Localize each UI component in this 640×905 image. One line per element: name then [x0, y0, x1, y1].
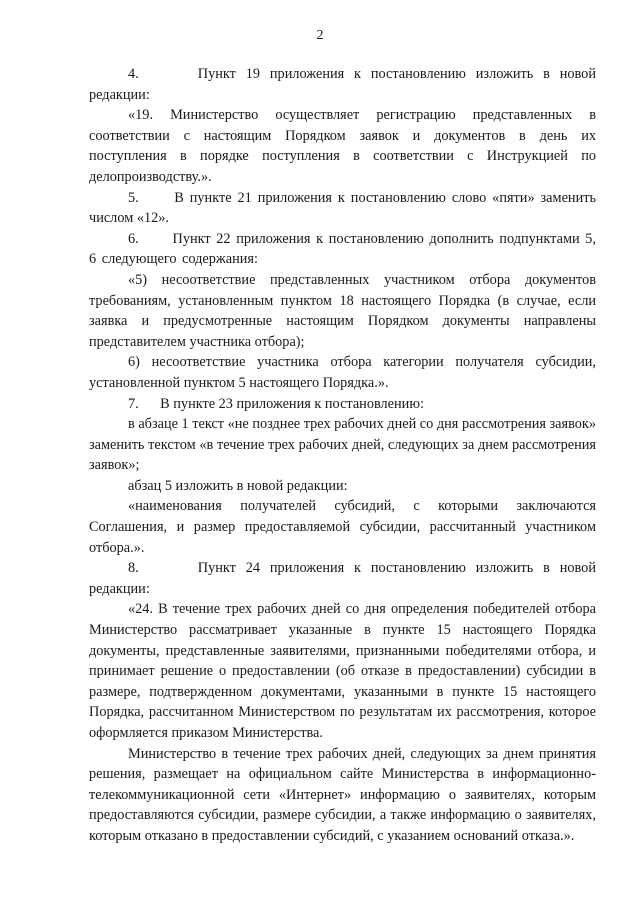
paragraph-item-5: 5. В пункте 21 приложения к постановлению слово «пяти» заменить числом «12».: [89, 189, 596, 227]
paragraph-item-24-publication: Министерство в течение трех рабочих дней, следующих за днем принятия решения, размещает на официальном сайте Министерства в информационно-телекоммуникационной сети «Интернет» информацию о заявителях, которым предоставляются субсидии, размере субсидии, а также информацию о заявителях, которым отказано в предоставлении субсидий, с указанием оснований отказа.».: [89, 745, 596, 844]
page-number: 2: [316, 28, 324, 43]
document-body: [89, 64, 596, 847]
paragraph-item-19-text: «19. Министерство осуществляет регистрацию представленных в соответствии с настоящим Порядком заявок и документов в день их поступления в порядке поступления в соответствии с Инструкцией по делопроизводству.».: [89, 107, 596, 185]
paragraph-item-7-abzac-1: в абзаце 1 текст «не позднее трех рабочих дней со дня рассмотрения заявок» заменить текстом «в течение трех рабочих дней, следующих за днем рассмотрения заявок»;: [89, 416, 596, 474]
paragraph-item-8: 8. Пункт 24 приложения к постановлению изложить в новой редакции:: [89, 560, 596, 597]
paragraph-item-7-abzac-5: абзац 5 изложить в новой редакции:: [128, 477, 348, 494]
paragraph-subitem-6: 6) несоответствие участника отбора категории получателя субсидии, установленной пунктом 5 настоящего Порядка.».: [89, 354, 596, 391]
paragraph-subitem-5: «5) несоответствие представленных участником отбора документов требованиям, установленным пунктом 18 настоящего Порядка (в случае, если заявка и предусмотренные настоящим Порядком документы направлены представителем участника отбора);: [89, 271, 596, 350]
paragraph-item-7-abzac-5-text: «наименования получателей субсидий, с которыми заключаются Соглашения, и размер предоставляемой субсидии, рассчитанный участником отбора.».: [89, 498, 596, 556]
paragraph-item-6: 6. Пункт 22 приложения к постановлению дополнить подпунктами 5, 6 следующего содержания:: [89, 230, 596, 268]
paragraph-item-4: 4. Пункт 19 приложения к постановлению изложить в новой редакции:: [89, 66, 596, 103]
paragraph-item-7: 7. В пункте 23 приложения к постановлению:: [128, 395, 424, 412]
paragraph-item-24-text: «24. В течение трех рабочих дней со дня определения победителей отбора Министерство рассматривает указанные в пункте 15 настоящего Порядка документы, представленные заявителями, признанными победителями отбора, и принимает решение о предоставлении (об отказе в предоставлении) субсидии в размере, подтвержденном документами, указанными в пункте 15 настоящего Порядка, рассчитанном Министерством по результатам их рассмотрения, которое оформляется приказом Министерства.: [89, 601, 596, 741]
